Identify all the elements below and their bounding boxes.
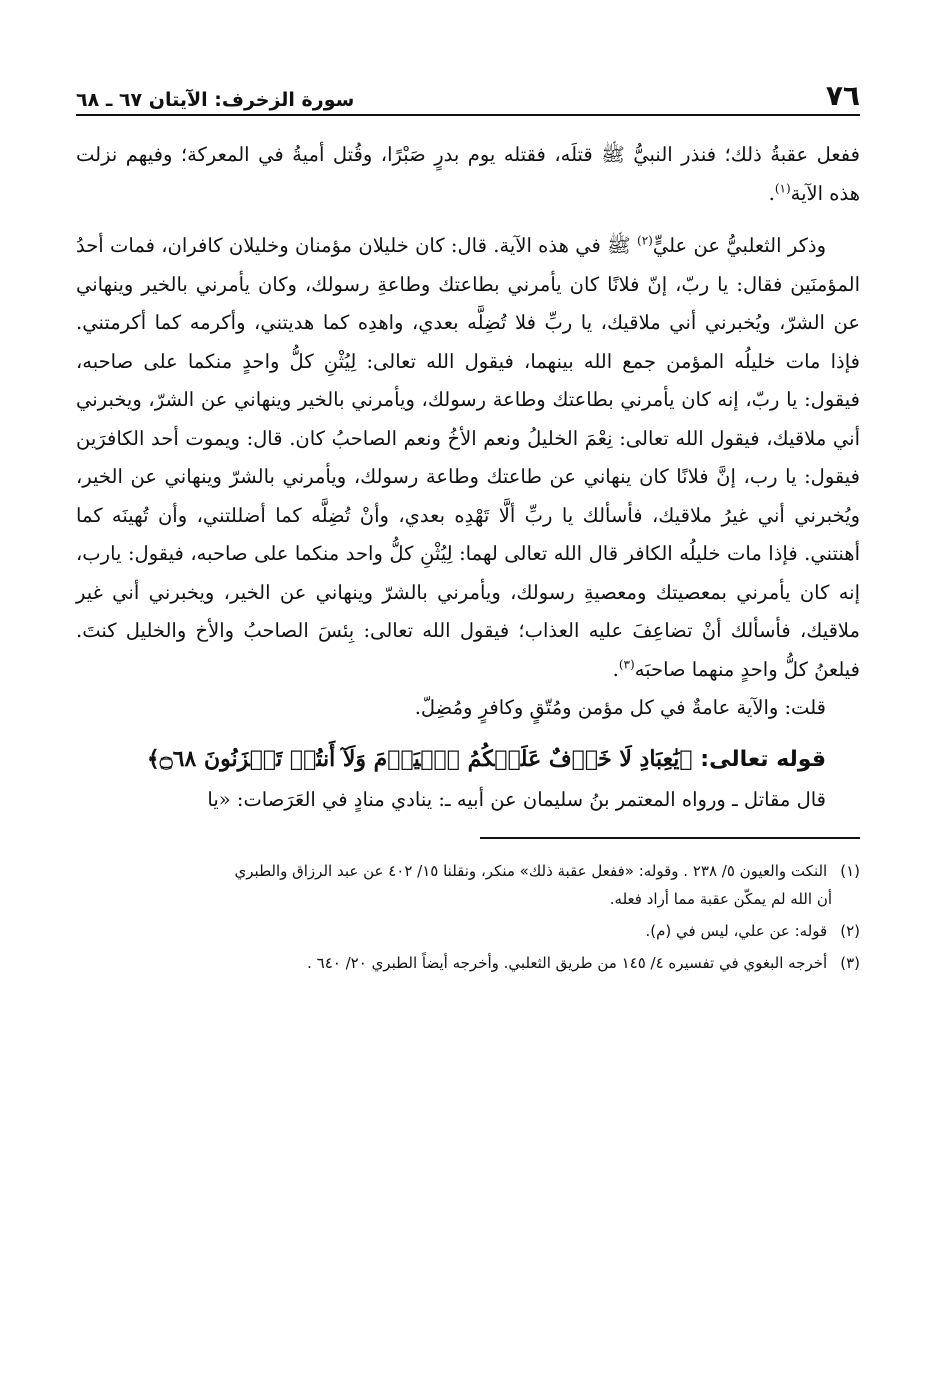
paragraph-2-text: ﷺ في هذه الآية. قال: كان خليلان مؤمنان وخليلان كافران، فمات أحدُ المؤمنَين فقال: يا ربّ، إنّ فلانًا كان يأمرني بطاعتك وطاعةِ رسولك، وكان يأمرني بالخير وينهاني عن الشرّ، ويُخبرني أني ملاقيك، يا ربِّ فلا تُضِلَّه بعدي، واهدِه كما هديتني، وأكرمه كما أكرمتني. فإذا مات خليلُه المؤمن جمع الله بينهما، فيقول الله تعالى: لِيُثْنِ كلُّ واحدٍ منكما على صاحبه، فيقول: يا ربّ، إنه كان يأمرني بطاعتك وطاعة رسولك، ويأمرني بالخير وينهاني عن الشرّ، ويخبرني أني ملاقيك، فيقول الله تعالى: نِعْمَ الخليلُ ونعم الأخُ ونعم الصاحبُ كان. قال: ويموت أحد الكافرَين فيقول: يا رب، إنَّ فلانًا كان ينهاني عن طاعتك وطاعة رسولك، ويأمرني بالشرّ وينهاني عن الخير، ويُخبرني أني غيرُ ملاقيك، فأسألك يا ربِّ ألَّا تَهْدِه بعدي، وأنْ تُضِلَّه كما أضللتني، وأن تُهينَه كما أهنتني. فإذا مات خليلُه الكافر قال الله تعالى لهما: لِيُثْنِ كلُّ واحد منكما على صاحبه، فيقول: يارب، إنه كان يأمرني بمعصيتك ومعصيةِ رسولك، ويأمرني بالشرّ وينهاني عن الخير، ويخبرني أني غير ملاقيك، فأسألك أنْ تضاعِفَ عليه العذاب؛ فيقول الله تعالى: بِئسَ الصاحبُ والأخ والخليل كنتَ. فيلعنُ كلُّ واحدٍ منهما صاحبَه (76, 234, 860, 681)
book-page (76, 70, 860, 1360)
footnote-number: (١) (840, 862, 860, 880)
footnote-continuation: أن الله لم يمكّن عقبة مما أراد فعله. (609, 890, 832, 908)
verse-intro: قوله تعالى: (692, 746, 826, 772)
page-number: ٧٦ (825, 79, 860, 112)
footnote-number: (٢) (840, 922, 860, 940)
quran-verse (76, 738, 860, 781)
paragraph-1-text: ففعل عقبةُ ذلك؛ فنذر النبيُّ ﷺ قتلَه، فقتله يوم بدرٍ صَبْرًا، وقُتل أميةُ في المعركة؛ وفيهم نزلت هذه الآية (76, 143, 860, 205)
footnote-text: أخرجه البغوي في تفسيره ٤/ ١٤٥ من طريق الثعلبي. وأخرجه أيضاً الطبري ٢٠/ ٦٤٠ . (307, 954, 828, 972)
page-header (76, 70, 860, 116)
main-text (76, 136, 860, 819)
running-title: سورة الزخرف: الآيتان ٦٧ ـ ٦٨ (76, 89, 355, 111)
footnote-2 (76, 917, 860, 945)
footnote-ref-2: (٢) (637, 233, 653, 248)
footnote-3 (76, 949, 860, 977)
footnote-1 (76, 857, 860, 913)
footnote-ref-3: (٣) (618, 657, 635, 671)
paragraph-2 (76, 227, 860, 689)
footnote-text: النكت والعيون ٥/ ٢٣٨ . وقوله: «ففعل عقبة ذلك» منكر، ونقلنا ١٥/ ٤٠٢ عن عبد الرزاق والطبري (234, 862, 828, 880)
footnote-divider (480, 837, 860, 839)
footnotes (76, 857, 860, 977)
paragraph-3: قلت: والآية عامةٌ في كل مؤمن ومُتّقٍ وكافرٍ ومُضِلّ. (414, 696, 826, 719)
verse-text: ﴿يَٰعِبَادِ لَا خَوۡفٌ عَلَيۡكُمُ ٱلۡيَوۡمَ وَلَآ أَنتُمۡ تَحۡزَنُونَ ۝٦٨﴾ (146, 745, 693, 772)
footnote-ref-1: (١) (774, 181, 791, 195)
paragraph-4: قال مقاتل ـ ورواه المعتمر بنُ سليمان عن أبيه ـ: ينادي منادٍ في العَرَصات: «يا (207, 787, 826, 811)
paragraph-1 (76, 136, 860, 213)
paragraph-1-end: . (768, 181, 775, 205)
footnote-number: (٣) (840, 954, 860, 972)
footnote-text: قوله: عن علي، ليس في (م). (645, 922, 828, 940)
paragraph-2-start: وذكر الثعلبيُّ عن عليٍّ (652, 234, 827, 257)
paragraph-2-end: . (612, 657, 619, 681)
